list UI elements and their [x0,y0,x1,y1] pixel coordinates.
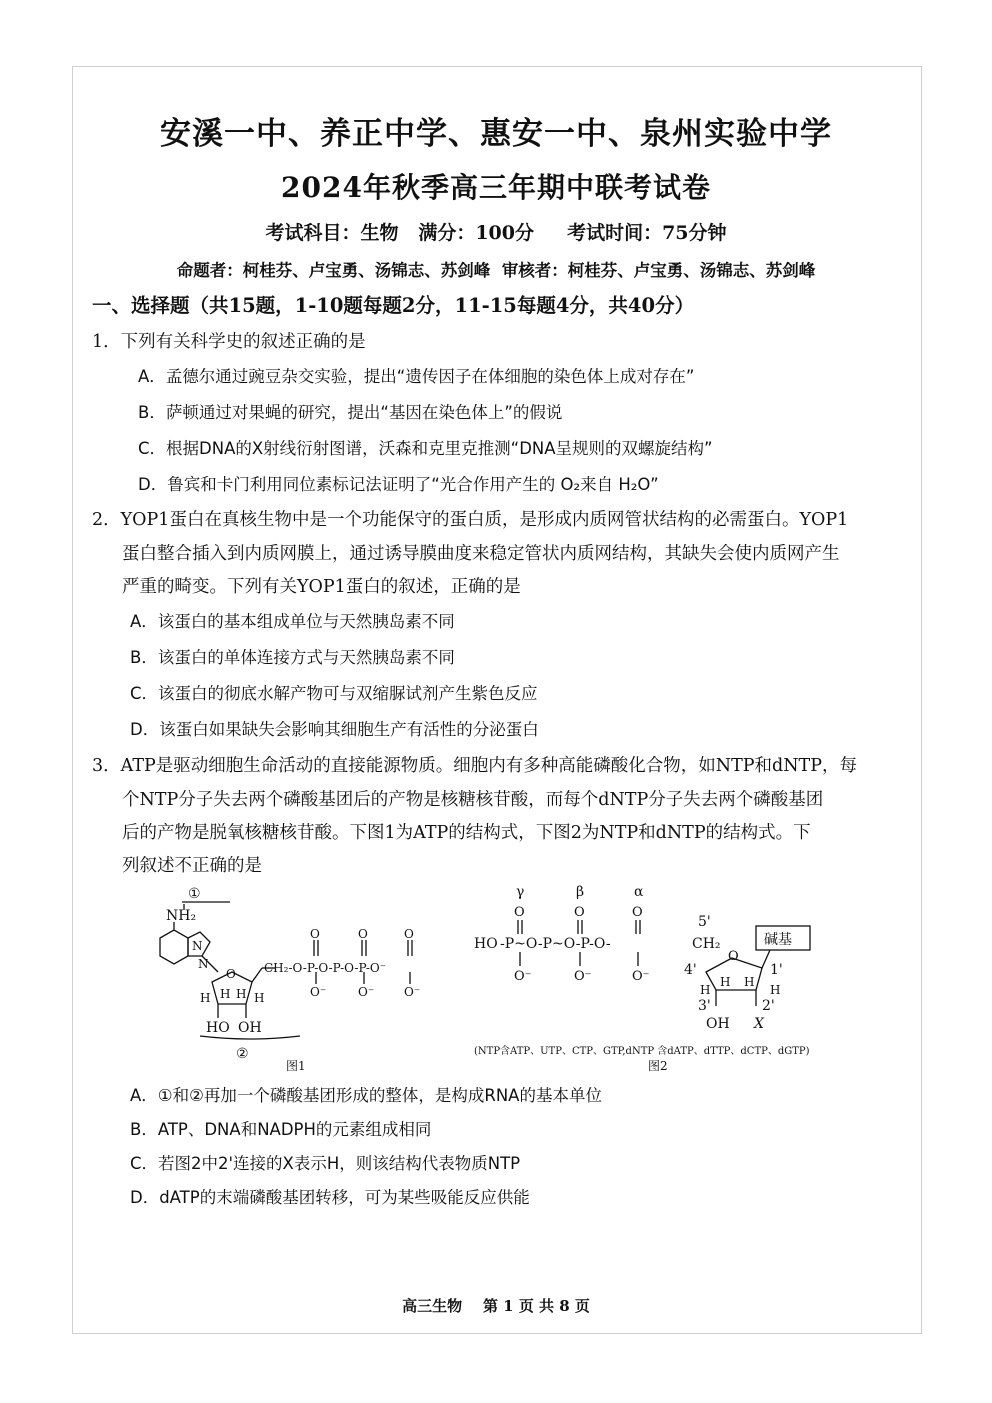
figure-2-2-prime: 2' [762,998,775,1014]
figure-2-1-prime: 1' [770,962,783,978]
exam-title-schools: 安溪一中、养正中学、惠安一中、泉州实验中学 [160,116,832,152]
svg-text:-P~O-P~O-P-O-: -P~O-P~O-P-O- [500,936,611,952]
question-stem-line: 严重的畸变。下列有关YOP1蛋白的叙述，正确的是 [122,577,521,597]
figure-1-oh: OH [238,1020,262,1036]
option-a: A．该蛋白的基本组成单位与天然胰岛素不同 [130,612,455,631]
figure-2-ch2: CH₂ [692,936,721,952]
figure-2-alpha: α [634,884,644,900]
figure-2-ho: HO [474,936,498,952]
exam-title: 2024年秋季高三年期中联考试卷 [281,171,711,204]
svg-text:H: H [254,991,265,1005]
figure-2-label: 图2 [648,1059,668,1073]
svg-text:H: H [770,983,781,997]
svg-text:H: H [236,987,247,1001]
figure-2-5-prime: 5' [698,914,711,930]
figure-2-ntp-structure [470,878,850,1078]
svg-text:O: O [226,967,236,981]
option-c: C．若图2中2'连接的X表示H，则该结构代表物质NTP [130,1154,521,1173]
question-stem-line: 蛋白整合插入到内质网膜上，通过诱导膜曲度来稳定管状内质网结构，其缺失会使内质网产生 [122,544,840,564]
figure-2-x: X [754,1016,764,1032]
svg-text:O⁻: O⁻ [514,969,532,984]
svg-text:H: H [720,975,731,989]
svg-text:O: O [574,905,585,920]
svg-text:O: O [632,905,643,920]
figure-2-oh: OH [706,1016,730,1032]
question-stem-line: 列叙述不正确的是 [122,856,262,876]
exam-authors: 命题者：柯桂芬、卢宝勇、汤锦志、苏剑峰 审核者：柯桂芬、卢宝勇、汤锦志、苏剑峰 [176,261,816,280]
svg-text:O: O [514,905,525,920]
question-stem: 1．下列有关科学史的叙述正确的是 [92,332,366,352]
figure-1-ho: HO [206,1020,230,1036]
svg-text:N: N [198,957,209,971]
figure-2-beta: β [576,884,585,900]
svg-text:H: H [744,975,755,989]
svg-text:O: O [358,927,368,941]
svg-text:O⁻: O⁻ [632,969,650,984]
section-title: 一、选择题（共15题，1-10题每题2分，11-15每题4分，共40分） [92,294,695,317]
option-a: A．孟德尔通过豌豆杂交实验，提出“遗传因子在体细胞的染色体上成对存在” [138,367,695,386]
svg-text:O: O [728,949,739,964]
svg-text:O⁻: O⁻ [404,985,421,999]
figure-1-label: 图1 [286,1059,306,1073]
option-b: B．萨顿通过对果蝇的研究，提出“基因在染色体上”的假说 [138,403,563,422]
option-d: D．鲁宾和卡门利用同位素标记法证明了“光合作用产生的 O₂来自 H₂O” [138,475,659,494]
question-stem-line: 个NTP分子失去两个磷酸基团后的产物是核糖核苷酸，而每个dNTP分子失去两个磷酸基团 [122,790,824,810]
figure-1-marker-2: ② [236,1046,249,1062]
svg-text:H: H [200,991,211,1005]
option-c: C．该蛋白的彻底水解产物可与双缩脲试剂产生紫色反应 [130,684,538,703]
question-stem-line: 3．ATP是驱动细胞生命活动的直接能源物质。细胞内有多种高能磷酸化合物，如NTP和dNTP，每 [92,756,857,776]
option-b: B．ATP、DNA和NADPH的元素组成相同 [130,1120,432,1139]
option-c: C．根据DNA的X射线衍射图谱，沃森和克里克推测“DNA呈规则的双螺旋结构” [138,439,713,458]
svg-text:CH₂-O-P-O-P-O-P-O⁻: CH₂-O-P-O-P-O-P-O⁻ [264,961,387,975]
figure-1-nh2: NH₂ [166,908,197,924]
svg-text:O⁻: O⁻ [574,969,592,984]
svg-text:O: O [404,927,414,941]
figure-2-caption: (NTP含ATP、UTP、CTP、GTP,dNTP 含dATP、dTTP、dCTP、dGTP) [474,1046,810,1057]
option-d: D．dATP的末端磷酸基团转移，可为某些吸能反应供能 [130,1188,530,1207]
page-footer: 高三生物 第 1 页 共 8 页 [402,1297,590,1315]
svg-text:O⁻: O⁻ [310,985,327,999]
figure-1-atp-structure [140,880,460,1080]
svg-text:H: H [700,983,711,997]
figure-2-gamma: γ [516,884,525,900]
question-stem-line: 后的产物是脱氧核糖核苷酸。下图1为ATP的结构式，下图2为NTP和dNTP的结构式。下 [122,823,811,843]
svg-text:H: H [220,987,231,1001]
svg-text:O: O [310,927,320,941]
exam-subject-info: 考试科目：生物 满分：100分 考试时间：75分钟 [265,222,727,244]
figure-2-4-prime: 4' [684,962,697,978]
svg-text:N: N [192,939,203,953]
option-a: A．①和②再加一个磷酸基团形成的整体，是构成RNA的基本单位 [130,1086,602,1105]
option-b: B．该蛋白的单体连接方式与天然胰岛素不同 [130,648,455,667]
figure-2-base-label: 碱基 [764,932,792,948]
figure-1-marker-1: ① [188,886,201,902]
question-stem-line: 2．YOP1蛋白在真核生物中是一个功能保守的蛋白质，是形成内质网管状结构的必需蛋白。YOP1 [92,510,849,530]
svg-text:O⁻: O⁻ [358,985,375,999]
figure-2-3-prime: 3' [698,998,711,1014]
option-d: D．该蛋白如果缺失会影响其细胞生产有活性的分泌蛋白 [130,720,539,739]
